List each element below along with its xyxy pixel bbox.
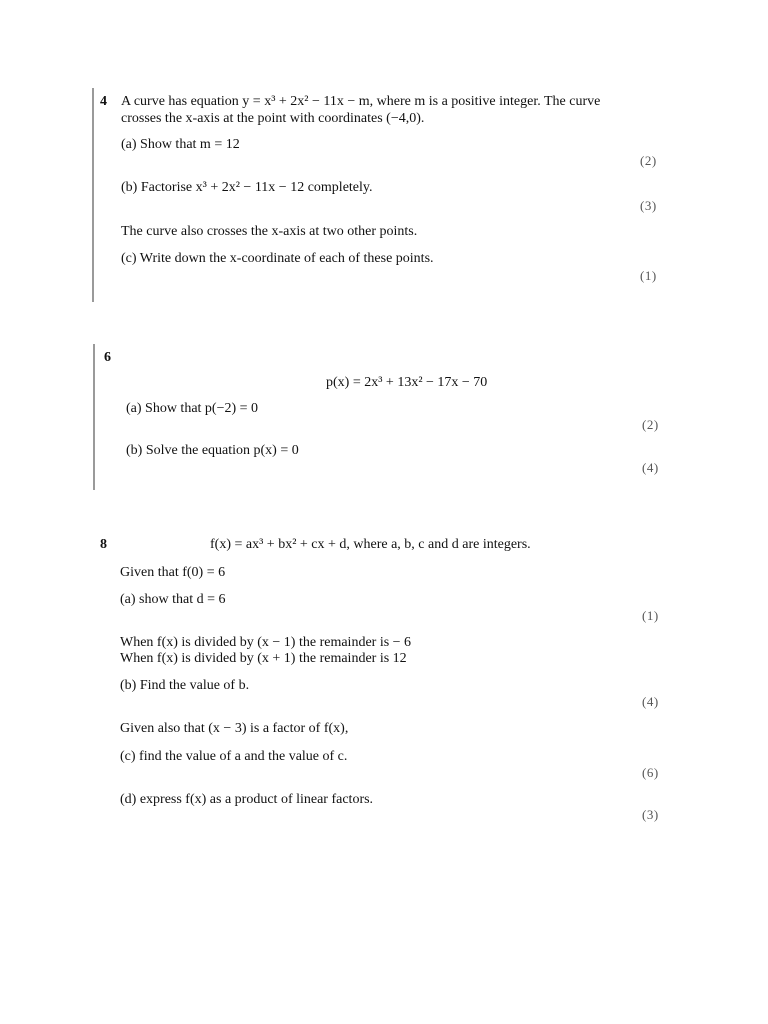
q8-when-1: When f(x) is divided by (x − 1) the remainder is − 6 xyxy=(120,635,412,650)
q6-number: 6 xyxy=(104,350,111,365)
q8-part-a: (a) show that d = 6 xyxy=(120,592,226,607)
q8-part-c: (c) find the value of a and the value of c. xyxy=(120,749,348,764)
q4-margin-bar xyxy=(92,88,94,302)
q4-marks-b: (3) xyxy=(640,198,657,213)
q4-statement: The curve also crosses the x-axis at two other points. xyxy=(121,224,418,239)
q8-marks-a: (1) xyxy=(642,608,659,623)
q4-number: 4 xyxy=(100,94,107,109)
q8-number: 8 xyxy=(100,537,107,552)
q4-intro: A curve has equation y = x³ + 2x² − 11x − m, where m is a positive integer. The curve xyxy=(121,94,601,109)
q8-when-2: When f(x) is divided by (x + 1) the remainder is 12 xyxy=(120,651,407,666)
q4-marks-a: (2) xyxy=(640,153,657,168)
q4-part-b: (b) Factorise x³ + 2x² − 11x − 12 completely. xyxy=(121,180,373,195)
q8-given: Given that f(0) = 6 xyxy=(120,565,226,580)
q4-marks-c: (1) xyxy=(640,268,657,283)
q8-marks-b: (4) xyxy=(642,694,659,709)
q6-marks-b: (4) xyxy=(642,460,659,475)
q8-part-b: (b) Find the value of b. xyxy=(120,678,250,693)
q6-equation: p(x) = 2x³ + 13x² − 17x − 70 xyxy=(326,375,488,390)
q6-part-b: (b) Solve the equation p(x) = 0 xyxy=(126,443,299,458)
q4-part-c: (c) Write down the x-coordinate of each of these points. xyxy=(121,251,434,266)
q4-equation: y = x³ + 2x² − 11x − m xyxy=(242,94,370,109)
q8-given-2: Given also that (x − 3) is a factor of f(x), xyxy=(120,721,349,736)
q8-equation: f(x) = ax³ + bx² + cx + d, where a, b, c and d are integers. xyxy=(210,537,531,552)
q4-intro-line2: crosses the x-axis at the point with coordinates (−4,0). xyxy=(121,111,425,126)
q6-part-a: (a) Show that p(−2) = 0 xyxy=(126,401,259,416)
q8-part-d: (d) express f(x) as a product of linear factors. xyxy=(120,792,374,807)
q6-marks-a: (2) xyxy=(642,417,659,432)
q4-part-a: (a) Show that m = 12 xyxy=(121,137,240,152)
q8-marks-c: (6) xyxy=(642,765,659,780)
q6-margin-bar xyxy=(93,344,95,490)
q8-marks-d: (3) xyxy=(642,807,659,822)
